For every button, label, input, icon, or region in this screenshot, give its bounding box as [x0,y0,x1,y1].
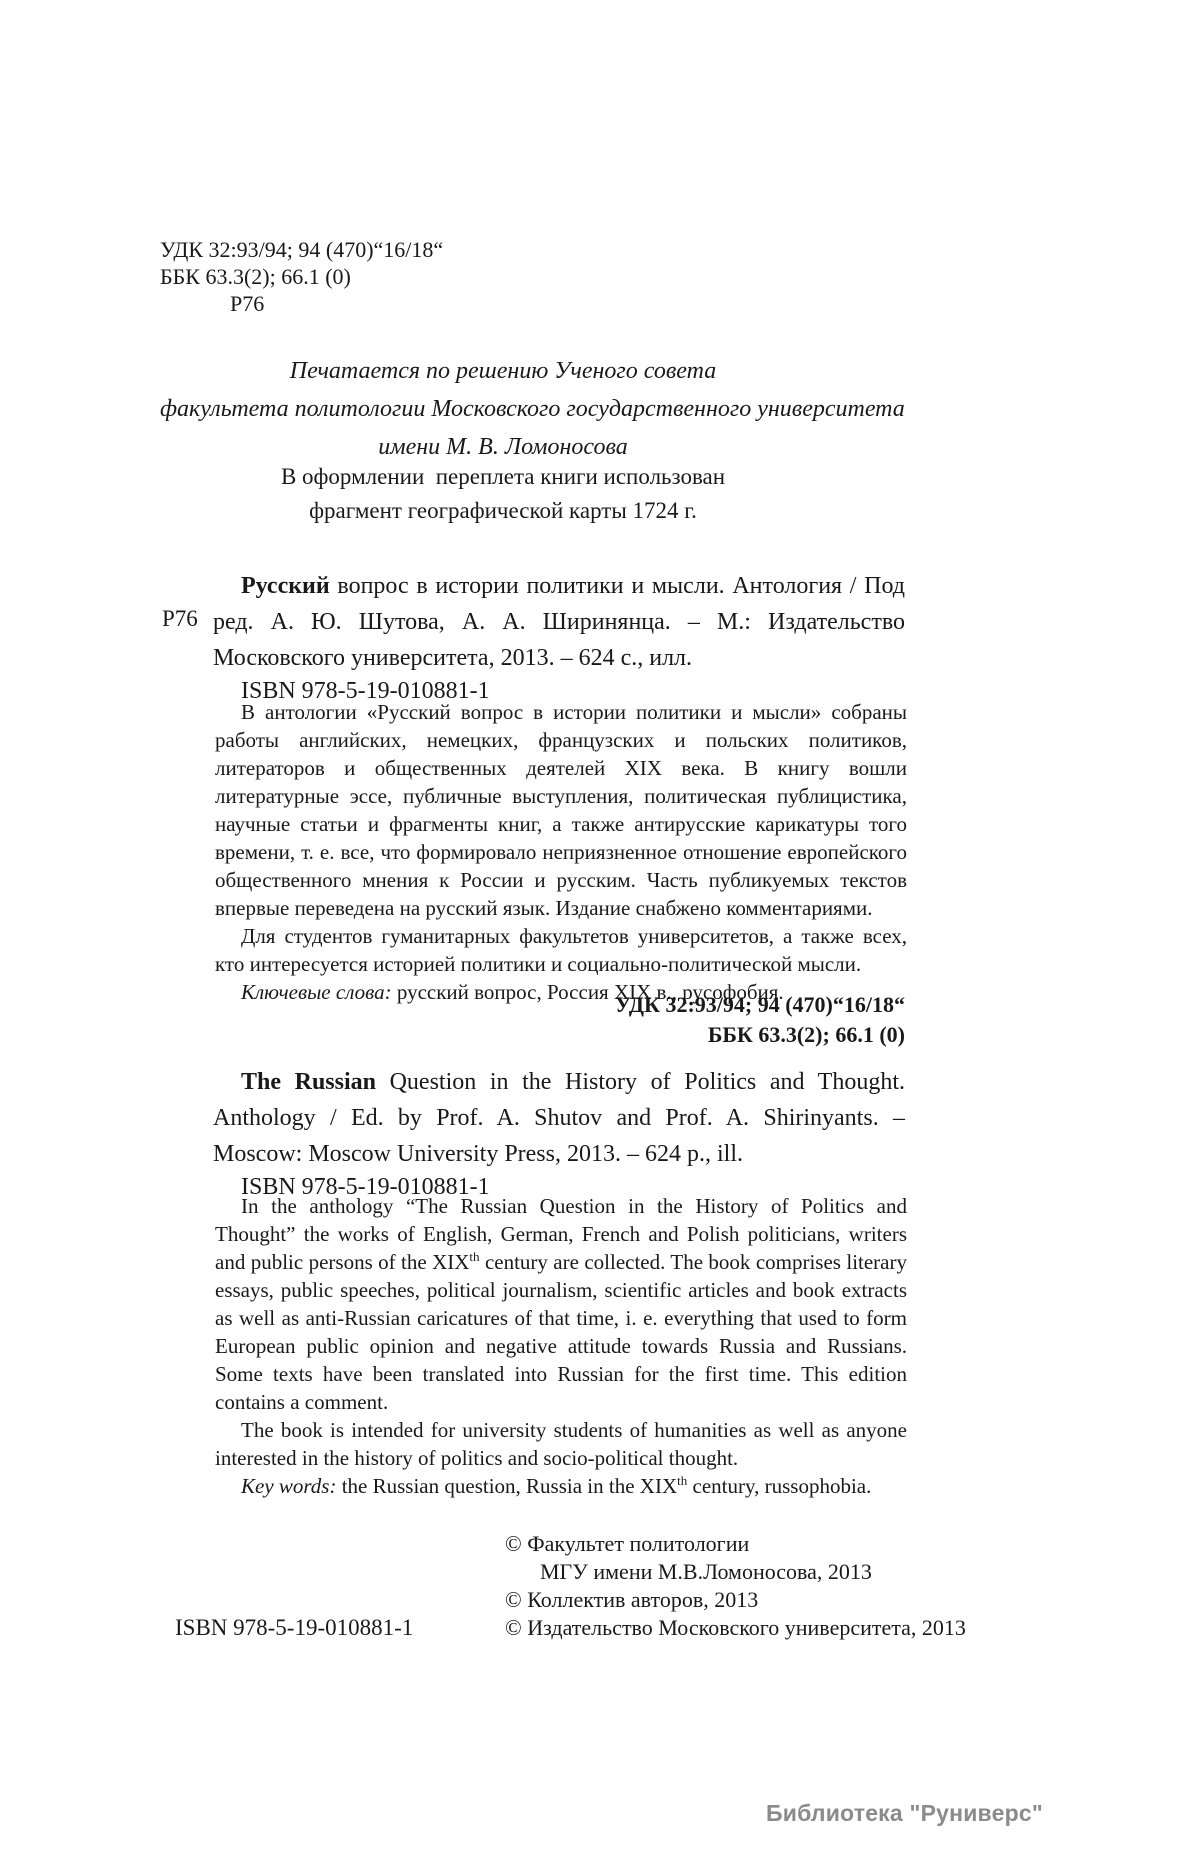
ordinal-superscript: th [469,1249,480,1264]
margin-code: Р76 [162,606,198,631]
classification-top-block [160,236,443,317]
keywords-label-ru: Ключевые слова: [241,980,392,1004]
keywords-label-en: Key words: [241,1474,337,1498]
keywords-text-en: the Russian question, Russia in the XIX [336,1474,678,1498]
publication-decree [160,352,905,466]
copyright-block [175,1530,966,1642]
bib-lead-en: The Russian [241,1069,376,1095]
isbn-en: ISBN 978-5-19-010881-1 [241,1174,490,1200]
annotation-en-p1-text: In the anthology “The Russian Question in the History of Politics and Thought” the works of English, German, French and Polish politicians, writers and public persons of the XIX [215,1194,907,1274]
udk-line-bold: УДК 32:93/94; 94 (470)“16/18“ [614,992,905,1017]
bib-rest-en: Question in the History of Politics and Thought. Anthology / Ed. by Prof. A. Shutov and Prof. A. Shirinyants. – Moscow: Moscow University Press, 2013. – 624 p., ill. [213,1069,905,1167]
bibliographic-record-en [160,1064,905,1172]
annotation-en-keywords [215,1472,907,1500]
decree-line-1: Печатается по решению Ученого совета [289,358,717,384]
cover-design-note [160,460,846,528]
udk-line: УДК 32:93/94; 94 (470)“16/18“ [160,237,444,262]
copyright-line-publisher: © Издательство Московского университета, 2013 [505,1615,966,1640]
annotation-en-p1-text-2: century are collected. The book comprises literary essays, public speeches, political journalism, scientific articles and book extracts as well as anti-Russian caricatures of that time, i. e. everything that used to form European public opinion and negative attitude towards Russia and Russians. Some texts have been translated into Russian for the first time. This edition contains a comment. [215,1250,907,1414]
bib-text-ru [213,568,905,676]
bib-rest-ru: вопрос в истории политики и мысли. Антология / Под ред. А. Ю. Шутова, А. А. Ширинянца. – М.: Издательство Московского университета, 2013. – 624 с., илл. [213,573,905,671]
copyright-line-university: МГУ имени М.В.Ломоносова, 2013 [540,1559,872,1584]
decree-line-3: имени М. В. Ломоносова [378,434,628,460]
runivers-library-watermark: Библиотека "Руниверс" [766,1800,1043,1826]
bbk-line-bold: ББК 63.3(2); 66.1 (0) [707,1022,905,1047]
bbk-line: ББК 63.3(2); 66.1 (0) [160,264,351,289]
bib-lead-ru: Русский [241,573,330,599]
annotation-en-paragraph-1 [215,1192,907,1416]
keywords-text-ru: русский вопрос, Россия XIX в., русофобия. [391,980,784,1004]
annotation-ru-paragraph-2: Для студентов гуманитарных факультетов университетов, а также всех, кто интересуется историей политики и социально-политической мысли. [215,924,907,976]
bib-text-en [213,1064,905,1172]
isbn-ru: ISBN 978-5-19-010881-1 [241,678,490,704]
annotation-en [215,1192,907,1500]
cover-note-line-1: В оформлении переплета книги использован [280,464,726,489]
bibliographic-record-ru [160,568,905,676]
decree-line-2: факультета политологии Московского государственного университета [160,396,905,422]
classification-bold-block [160,990,905,1050]
copyright-line-faculty: © Факультет политологии [505,1531,750,1556]
copyright-line-authors: © Коллектив авторов, 2013 [505,1587,759,1612]
annotation-en-paragraph-2: The book is intended for university students of humanities as well as anyone interested in the history of politics and socio-political thought. [215,1418,907,1470]
annotation-ru-paragraph-1: В антологии «Русский вопрос в истории политики и мысли» собраны работы английских, немецких, французских и польских политиков, литераторов и общественных деятелей XIX века. В книгу вошли литературные эссе, публичные выступления, политическая публицистика, научные статьи и фрагменты книг, а также антирусские карикатуры того времени, т. е. все, что формировало неприязненное отношение европейского общественного мнения к России и русским. Часть публикуемых текстов впервые переведена на русский язык. Издание снабжено комментариями. [215,700,907,920]
annotation-ru [215,698,907,1006]
keywords-text-en-2: century, russophobia. [687,1474,872,1498]
ordinal-superscript: th [677,1473,688,1488]
author-sign-code: Р76 [230,291,265,316]
isbn-bottom: ISBN 978-5-19-010881-1 [175,1615,414,1640]
cover-note-line-2: фрагмент географической карты 1724 г. [309,498,697,523]
